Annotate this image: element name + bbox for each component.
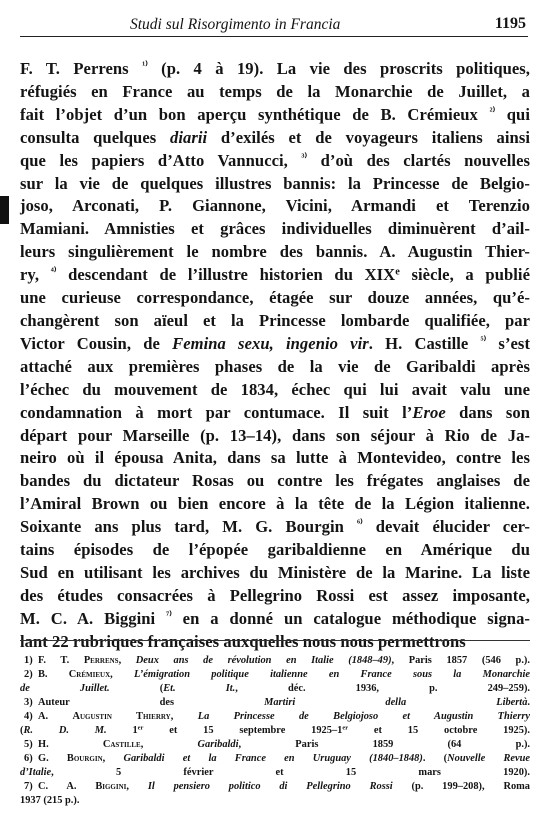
footnote: 5) H. Castille, Garibaldi, Paris 1859 (64 p.).: [24, 739, 530, 750]
body-text: [20, 58, 530, 654]
footnote: 2) B. Crémieux, L’émigration politique italienne en France sous la Monarchie: [24, 669, 530, 680]
body-line: ry, $^{^{4)}}$ descendant de l’illustre historien du XIXe siècle, a publié: [20, 265, 530, 285]
footnote-ref: ¹⁾: [142, 60, 148, 72]
body-line: sur la vie de quelques illustres bannis: la Princesse de Belgio-: [20, 173, 530, 193]
body-line: attaché aux premières phases de la vie de Garibaldi après: [20, 356, 530, 376]
footnote-ref: ²⁾: [489, 106, 496, 118]
footnote: 1) F. T. Perrens, Deux ans de révolution en Italie (1848–49), Paris 1857 (546 p.).: [24, 655, 530, 666]
body-line: M. C. A. Biggini $^{^{7)}}$ en a donné un catalogue méthodique signa-: [20, 608, 530, 628]
body-line: Soixante ans plus tard, M. G. Bourgin $^{^{6)}}$ devait élucider cer-: [20, 517, 530, 537]
footnote: 4) A. Augustin Thierry, La Princesse de Belgiojoso et Augustin Thierry: [24, 711, 530, 722]
body-line: une curieuse correspondance, étagée sur douze années, qu’é-: [20, 288, 530, 308]
footnote-ref: ⁵⁾: [480, 335, 487, 347]
body-line: lant 22 rubriques françaises auxquelles nous nous permettrons: [20, 631, 466, 651]
footnote-ref: ³⁾: [301, 151, 308, 163]
running-title: Studi sul Risorgimento in Francia: [130, 16, 341, 33]
body-line: réfugiés en France au temps de la Monarchie de Juillet, a: [20, 81, 530, 101]
body-line: départ pour Marseille (p. 13–14), dans son séjour à Rio de Ja-: [20, 425, 530, 445]
body-line: consulta quelques diarii d’exilés et de voyageurs italiens ainsi: [20, 127, 530, 147]
page-number: 1195: [494, 15, 526, 32]
body-line: joso, Arconati, P. Giannone, Vicini, Armandi et Terenzio: [20, 196, 530, 216]
footnote: 3) Auteur des Martiri della Libertà.: [24, 697, 530, 708]
body-line: l’Amiral Brown ou bien encore à la tête de la Légion italienne.: [20, 494, 530, 514]
footnote: 7) C. A. Biggini, Il pensiero politico di Pellegrino Rossi (p. 199–208), Roma: [24, 781, 530, 792]
footnote: 6) G. Bourgin, Garibaldi et la France en Uruguay (1840–1848). (Nouvelle Revue: [24, 753, 530, 764]
footnote-ref: ⁷⁾: [166, 610, 172, 622]
margin-marker: [0, 196, 9, 224]
footnotes: [20, 654, 530, 808]
body-line: fait l’objet d’un bon aperçu synthétique de B. Crémieux $^{^{2)}}$ qui: [20, 104, 530, 124]
body-line: Victor Cousin, de Femina sexu, ingenio vir. H. Castille $^{^{5)}}$ s’est: [20, 333, 531, 353]
footnote-continuation: d’Italie, 5 février et 15 mars 1920).: [20, 767, 530, 778]
footnote-ref: ⁴⁾: [50, 266, 57, 278]
footnote-continuation: 1937 (215 p.).: [20, 795, 80, 806]
body-line: l’échec du mouvement de 1834, échec qui lui avait valu une: [20, 379, 530, 399]
body-line: neiro où il épousa Anita, dans sa lutte à Montevideo, contre les: [20, 448, 530, 468]
running-header: [20, 14, 528, 37]
footnote-ref: ⁶⁾: [356, 518, 363, 530]
body-line: que les papiers d’Atto Vannucci, $^{^{3)}}$ d’où des clartés nouvelles: [20, 150, 530, 170]
footnote-rule: [20, 640, 530, 641]
footnote-continuation: de Juillet. (Et. It., déc. 1936, p. 249–259).: [20, 683, 531, 694]
body-line: changèrent son aïeul et la Princesse lombarde qualifiée, par: [20, 310, 530, 330]
footnote-continuation: (R. D. M. 1er et 15 septembre 1925–1er et 15 octobre 1925).: [20, 724, 530, 736]
body-line: Sud en utilisant les archives du Ministère de la Marine. La liste: [20, 562, 530, 582]
body-line: des études consacrées à Pellegrino Rossi est assez imposante,: [20, 585, 530, 605]
body-line: bandes du dictateur Rosas ou contre les frégates anglaises de: [20, 471, 530, 491]
body-line: F. T. Perrens $^{^{1)}}$ (p. 4 à 19). La vie des proscrits politiques,: [20, 59, 530, 78]
body-line: condamnation à mort par contumace. Il suit l’Eroe dans son: [20, 402, 530, 422]
body-line: leurs singulièrement le nombre des bannis. A. Augustin Thier-: [20, 242, 530, 262]
body-line: Mamiani. Amnisties et grâces individuelles diminuèrent d’ail-: [20, 219, 530, 239]
body-line: tains épisodes de l’épopée garibaldienne en Amérique du: [20, 540, 530, 560]
